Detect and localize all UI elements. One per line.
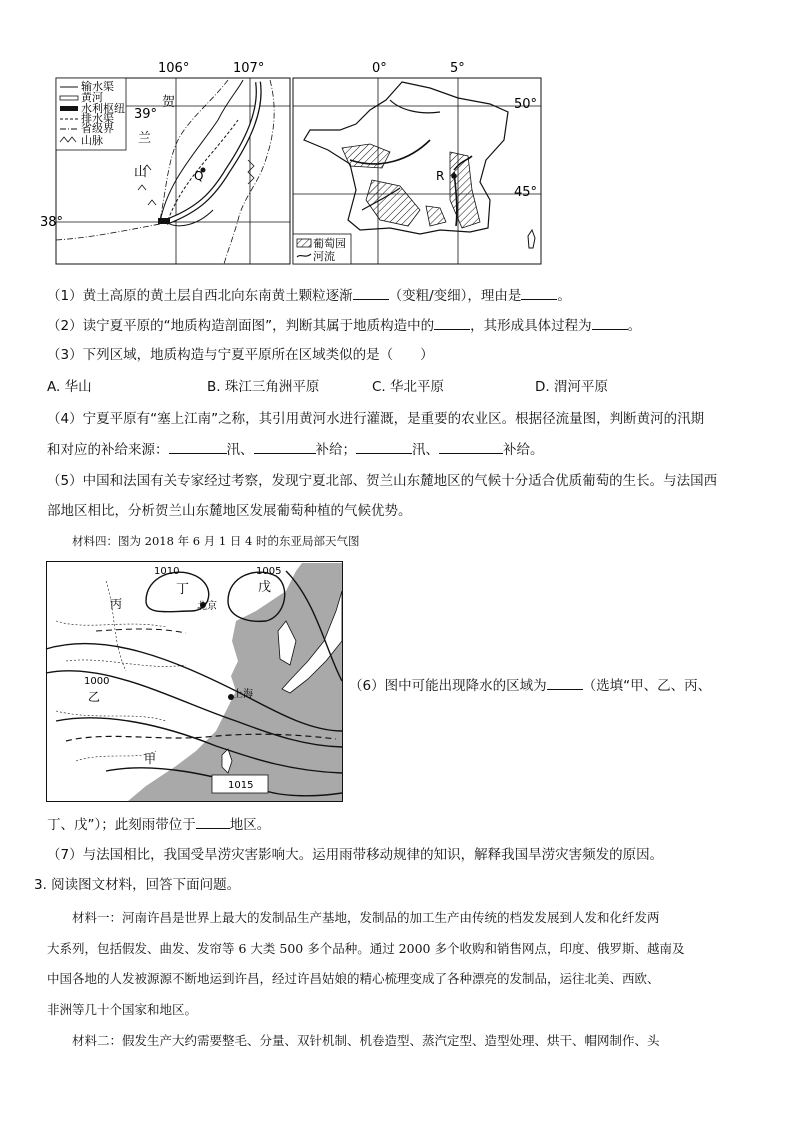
option-c[interactable]: C. 华北平原 bbox=[372, 379, 445, 395]
lat-50-label: 50° bbox=[514, 97, 538, 112]
lat-45-label: 45° bbox=[514, 185, 538, 200]
region-yi: 乙 bbox=[88, 690, 101, 704]
legend-vineyard: 葡萄园 bbox=[313, 237, 346, 250]
city-beijing: 北京 bbox=[197, 601, 217, 612]
france-map bbox=[290, 60, 544, 266]
question-5-line1: （5）中国和法国有关专家经过考察，发现宁夏北部、贺兰山东麓地区的气候十分适合优质葡萄的生长。与法国西 bbox=[47, 473, 718, 489]
isobar-1000-label: 1000 bbox=[84, 676, 110, 687]
material-1-line3: 中国各地的人发被源源不断地运到许昌，经过许昌姑娘的精心梳理变成了各种漂亮的发制品，运往北美、西欧、 bbox=[47, 971, 660, 986]
legend-yellow-river: 黄河 bbox=[81, 91, 103, 104]
answer-blank[interactable] bbox=[254, 440, 316, 454]
material-1-line4: 非洲等几十个国家和地区。 bbox=[47, 1002, 198, 1017]
point-r-label: R bbox=[436, 169, 445, 183]
legend-drain-canal: 排水渠 bbox=[81, 112, 114, 125]
weather-map bbox=[46, 561, 344, 803]
helan-char-2: 兰 bbox=[138, 131, 152, 146]
answer-blank[interactable] bbox=[521, 286, 557, 300]
material-2-line1: 材料二：假发生产大约需要整毛、分量、双针机制、机卷造型、蒸汽定型、造型处理、烘干、帽网制作、头 bbox=[72, 1033, 660, 1048]
answer-blank[interactable] bbox=[547, 676, 583, 690]
helan-char-1: 贺 bbox=[162, 95, 176, 110]
region-wu: 戊 bbox=[258, 580, 272, 595]
question-1: （1）黄土高原的黄土层自西北向东南黄土颗粒逐渐 （变粗/变细），理由是 。 bbox=[47, 288, 571, 304]
option-d[interactable]: D. 渭河平原 bbox=[535, 379, 608, 395]
answer-blank[interactable] bbox=[196, 815, 230, 829]
answer-blank[interactable] bbox=[439, 440, 503, 454]
option-a[interactable]: A. 华山 bbox=[47, 379, 92, 395]
section-3-heading: 3. 阅读图文材料，回答下面问题。 bbox=[34, 877, 241, 893]
answer-blank[interactable] bbox=[434, 316, 470, 330]
answer-blank[interactable] bbox=[169, 440, 227, 454]
option-b[interactable]: B. 珠江三角洲平原 bbox=[207, 379, 320, 395]
lon-106-label: 106° bbox=[158, 61, 190, 76]
legend-province-border: 省级界 bbox=[81, 122, 114, 135]
material-4-caption: 材料四：图为 2018 年 6 月 1 日 4 时的东亚局部天气图 bbox=[72, 534, 360, 548]
question-5-line2: 部地区相比，分析贺兰山东麓地区发展葡萄种植的气候优势。 bbox=[47, 503, 412, 519]
isobar-1005-label: 1005 bbox=[256, 566, 282, 577]
question-6-part2: 丁、戊”）；此刻雨带位于 地区。 bbox=[47, 817, 271, 833]
question-4-line2: 和对应的补给来源： 汛、 补给； 汛、 补给。 bbox=[47, 442, 544, 458]
region-bing: 丙 bbox=[110, 597, 123, 611]
legend-hydro-hub: 水利枢纽 bbox=[81, 102, 125, 115]
lon-107-label: 107° bbox=[233, 61, 265, 76]
region-jia: 甲 bbox=[144, 752, 157, 766]
lat-38-label: 38° bbox=[40, 215, 64, 230]
material-1-line2: 大系列，包括假发、曲发、发帘等 6 大类 500 多个品种。通过 2000 多个收购和销售网点，印度、俄罗斯、越南及 bbox=[47, 941, 685, 956]
isobar-1010-label: 1010 bbox=[154, 566, 180, 577]
question-4-line1: （4）宁夏平原有“塞上江南”之称，其引用黄河水进行灌溉，是重要的农业区。根据径流量图，判断黄河的汛期 bbox=[47, 411, 705, 427]
answer-blank[interactable] bbox=[353, 286, 389, 300]
question-2: （2）读宁夏平原的“地质构造剖面图”，判断其属于地质构造中的 ，其形成具体过程为 。 bbox=[47, 318, 642, 334]
lon-0-label: 0° bbox=[372, 61, 387, 76]
helan-char-3: 山 bbox=[134, 165, 148, 180]
point-q-label: Q bbox=[194, 169, 204, 183]
answer-blank[interactable] bbox=[356, 440, 412, 454]
legend-mountain: 山脉 bbox=[81, 134, 103, 147]
region-ding: 丁 bbox=[176, 582, 190, 597]
legend-river: 河流 bbox=[313, 250, 335, 263]
ningxia-map bbox=[40, 60, 294, 266]
lat-39-label: 39° bbox=[134, 107, 158, 122]
question-7: （7）与法国相比，我国受旱涝灾害影响大。运用雨带移动规律的知识，解释我国旱涝灾害频发的原因。 bbox=[47, 847, 664, 863]
isobar-1015-label: 1015 bbox=[228, 780, 254, 791]
question-3: （3）下列区域，地质构造与宁夏平原所在区域类似的是（ ） bbox=[47, 347, 434, 363]
lon-5-label: 5° bbox=[450, 61, 465, 76]
city-shanghai: 上海 bbox=[233, 689, 253, 700]
legend-canal: 输水渠 bbox=[81, 80, 114, 93]
material-1-line1: 材料一：河南许昌是世界上最大的发制品生产基地，发制品的加工生产由传统的档发发展到人发和化纤发两 bbox=[72, 910, 660, 925]
question-6-part1: （6）图中可能出现降水的区域为 （选填“甲、乙、丙、 bbox=[349, 678, 712, 694]
answer-blank[interactable] bbox=[592, 316, 628, 330]
